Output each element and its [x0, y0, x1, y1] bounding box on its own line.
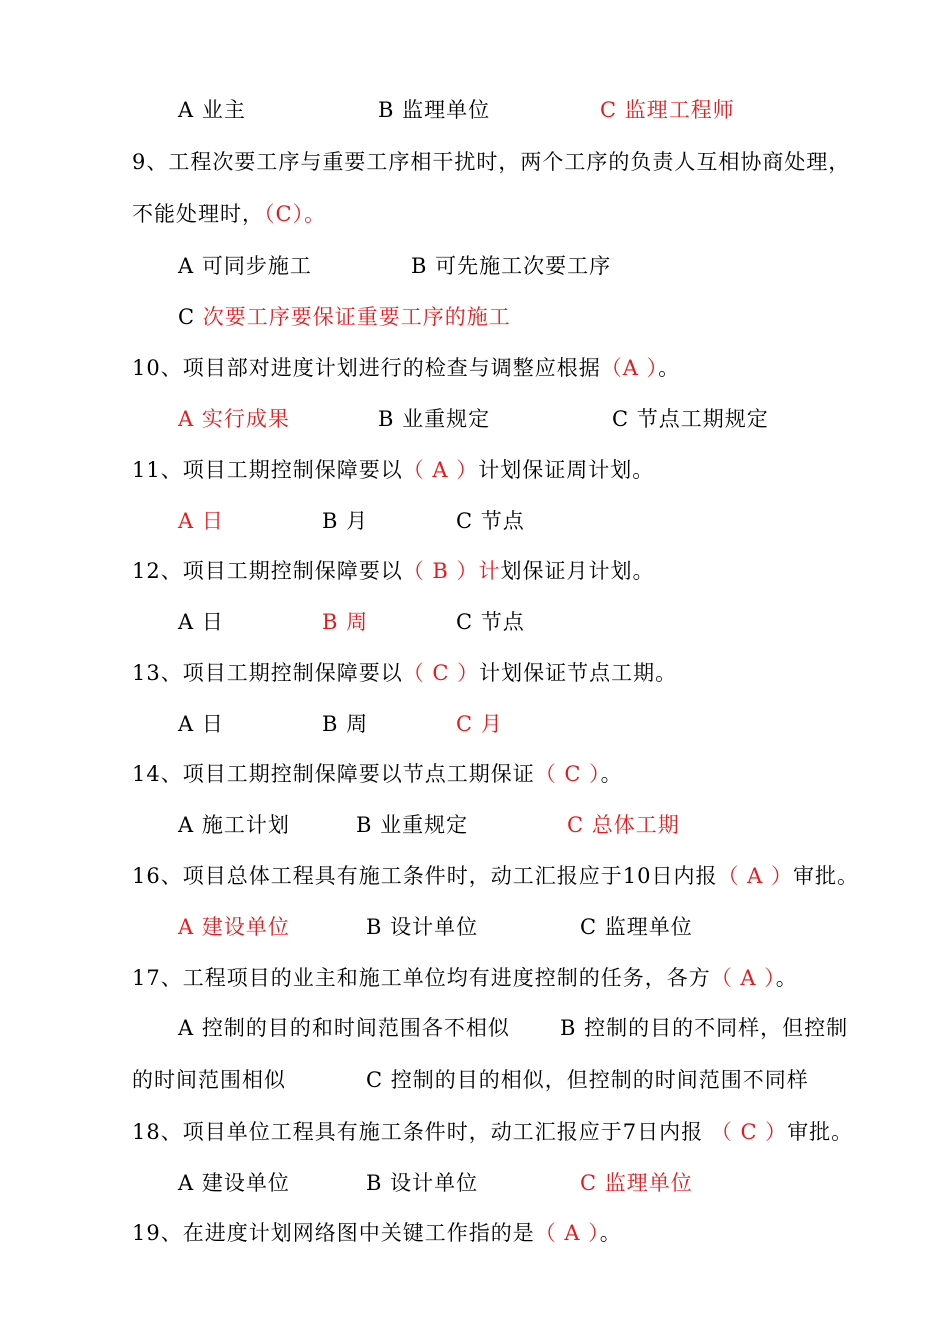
question-text [132, 862, 859, 890]
option: C 监理单位 [580, 915, 693, 939]
question-text [132, 760, 623, 788]
option: B 可先施工次要工序 [411, 254, 612, 278]
question-text [132, 148, 850, 176]
option: A 日 [178, 610, 224, 634]
option: B 业重规定 [356, 813, 469, 837]
question-text [132, 200, 326, 228]
question-text [132, 1219, 622, 1247]
option: A 业主 [178, 98, 246, 122]
question-segment: 。 [599, 1221, 622, 1245]
question-segment: 17、工程项目的业主和施工单位均有进度控制的任务，各方 [132, 966, 711, 990]
answer-mark: （A ） [600, 356, 659, 380]
question-segment: 19、在进度计划网络图中关键工作指的是 [132, 1221, 535, 1245]
question-segment: 18、项目单位工程具有施工条件时，动工汇报应于7日内报 [132, 1120, 711, 1144]
correct-option: C 总体工期 [567, 813, 680, 837]
answer-mark: （ C ） [534, 762, 601, 786]
question-segment: 。 [775, 966, 798, 990]
option: C 控制的目的相似，但控制的时间范围不同样 [366, 1068, 809, 1092]
question-text [132, 1118, 853, 1146]
question-text [132, 659, 677, 687]
answer-mark: （ A ） [534, 1221, 600, 1245]
correct-option: A 日 [178, 509, 224, 533]
question-segment: 审批。 [792, 864, 859, 888]
option: B 设计单位 [366, 915, 479, 939]
question-text [132, 964, 798, 992]
correct-option: C 次要工序要保证重要工序的施工 [178, 305, 511, 329]
option: A 建设单位 [178, 1171, 290, 1195]
question-segment: 。 [600, 762, 623, 786]
correct-option: C 月 [456, 712, 503, 736]
question-segment: 14、项目工期控制保障要以节点工期保证 [132, 762, 535, 786]
question-segment: 12、项目工期控制保障要以 [132, 559, 403, 583]
correct-option: C 监理工程师 [600, 98, 735, 122]
answer-mark: （ A ） [710, 966, 776, 990]
answer-mark: （ C ） [710, 1120, 788, 1144]
correct-option: C 监理单位 [580, 1171, 693, 1195]
option: B 业重规定 [378, 407, 491, 431]
correct-option: A 建设单位 [178, 915, 290, 939]
answer-mark: （C）。 [264, 202, 327, 226]
question-text [132, 456, 654, 484]
question-segment: 审批。 [787, 1120, 854, 1144]
question-segment: 计划保证周计划。 [478, 458, 655, 482]
question-segment: 划保证月计划。 [500, 559, 655, 583]
question-segment: 13、项目工期控制保障要以 [132, 661, 403, 685]
question-segment: 9、工程次要工序与重要工序相干扰时，两个工序的负责人互相协商处理， [132, 150, 851, 174]
option: B 监理单位 [378, 98, 491, 122]
question-segment: 不能处理时， [132, 202, 264, 226]
correct-option: B 周 [322, 610, 369, 634]
option: B 周 [322, 712, 369, 736]
answer-mark: （ B ）计 [402, 559, 501, 583]
option: 的时间范围相似 [132, 1068, 286, 1092]
answer-mark: （ A ） [402, 458, 479, 482]
option: A 控制的目的和时间范围各不相似 [178, 1016, 510, 1040]
question-segment: 计划保证节点工期。 [479, 661, 678, 685]
question-text [132, 557, 655, 585]
option: B 设计单位 [366, 1171, 479, 1195]
option: A 日 [178, 712, 224, 736]
answer-mark: （ C ） [402, 661, 480, 685]
option: B 控制的目的不同样，但控制 [560, 1016, 849, 1040]
question-segment: 16、项目总体工程具有施工条件时，动工汇报应于10日内报 [132, 864, 718, 888]
option: B 月 [322, 509, 369, 533]
question-text [132, 354, 680, 382]
answer-mark: （ A ） [717, 864, 793, 888]
option: C 节点工期规定 [612, 407, 769, 431]
option: C 节点 [456, 509, 525, 533]
option: C 节点 [456, 610, 525, 634]
question-segment: 10、项目部对进度计划进行的检查与调整应根据 [132, 356, 601, 380]
correct-option: A 实行成果 [178, 407, 290, 431]
question-segment: 11、项目工期控制保障要以 [132, 458, 403, 482]
question-segment: 。 [658, 356, 681, 380]
option: A 可同步施工 [178, 254, 312, 278]
option: A 施工计划 [178, 813, 290, 837]
